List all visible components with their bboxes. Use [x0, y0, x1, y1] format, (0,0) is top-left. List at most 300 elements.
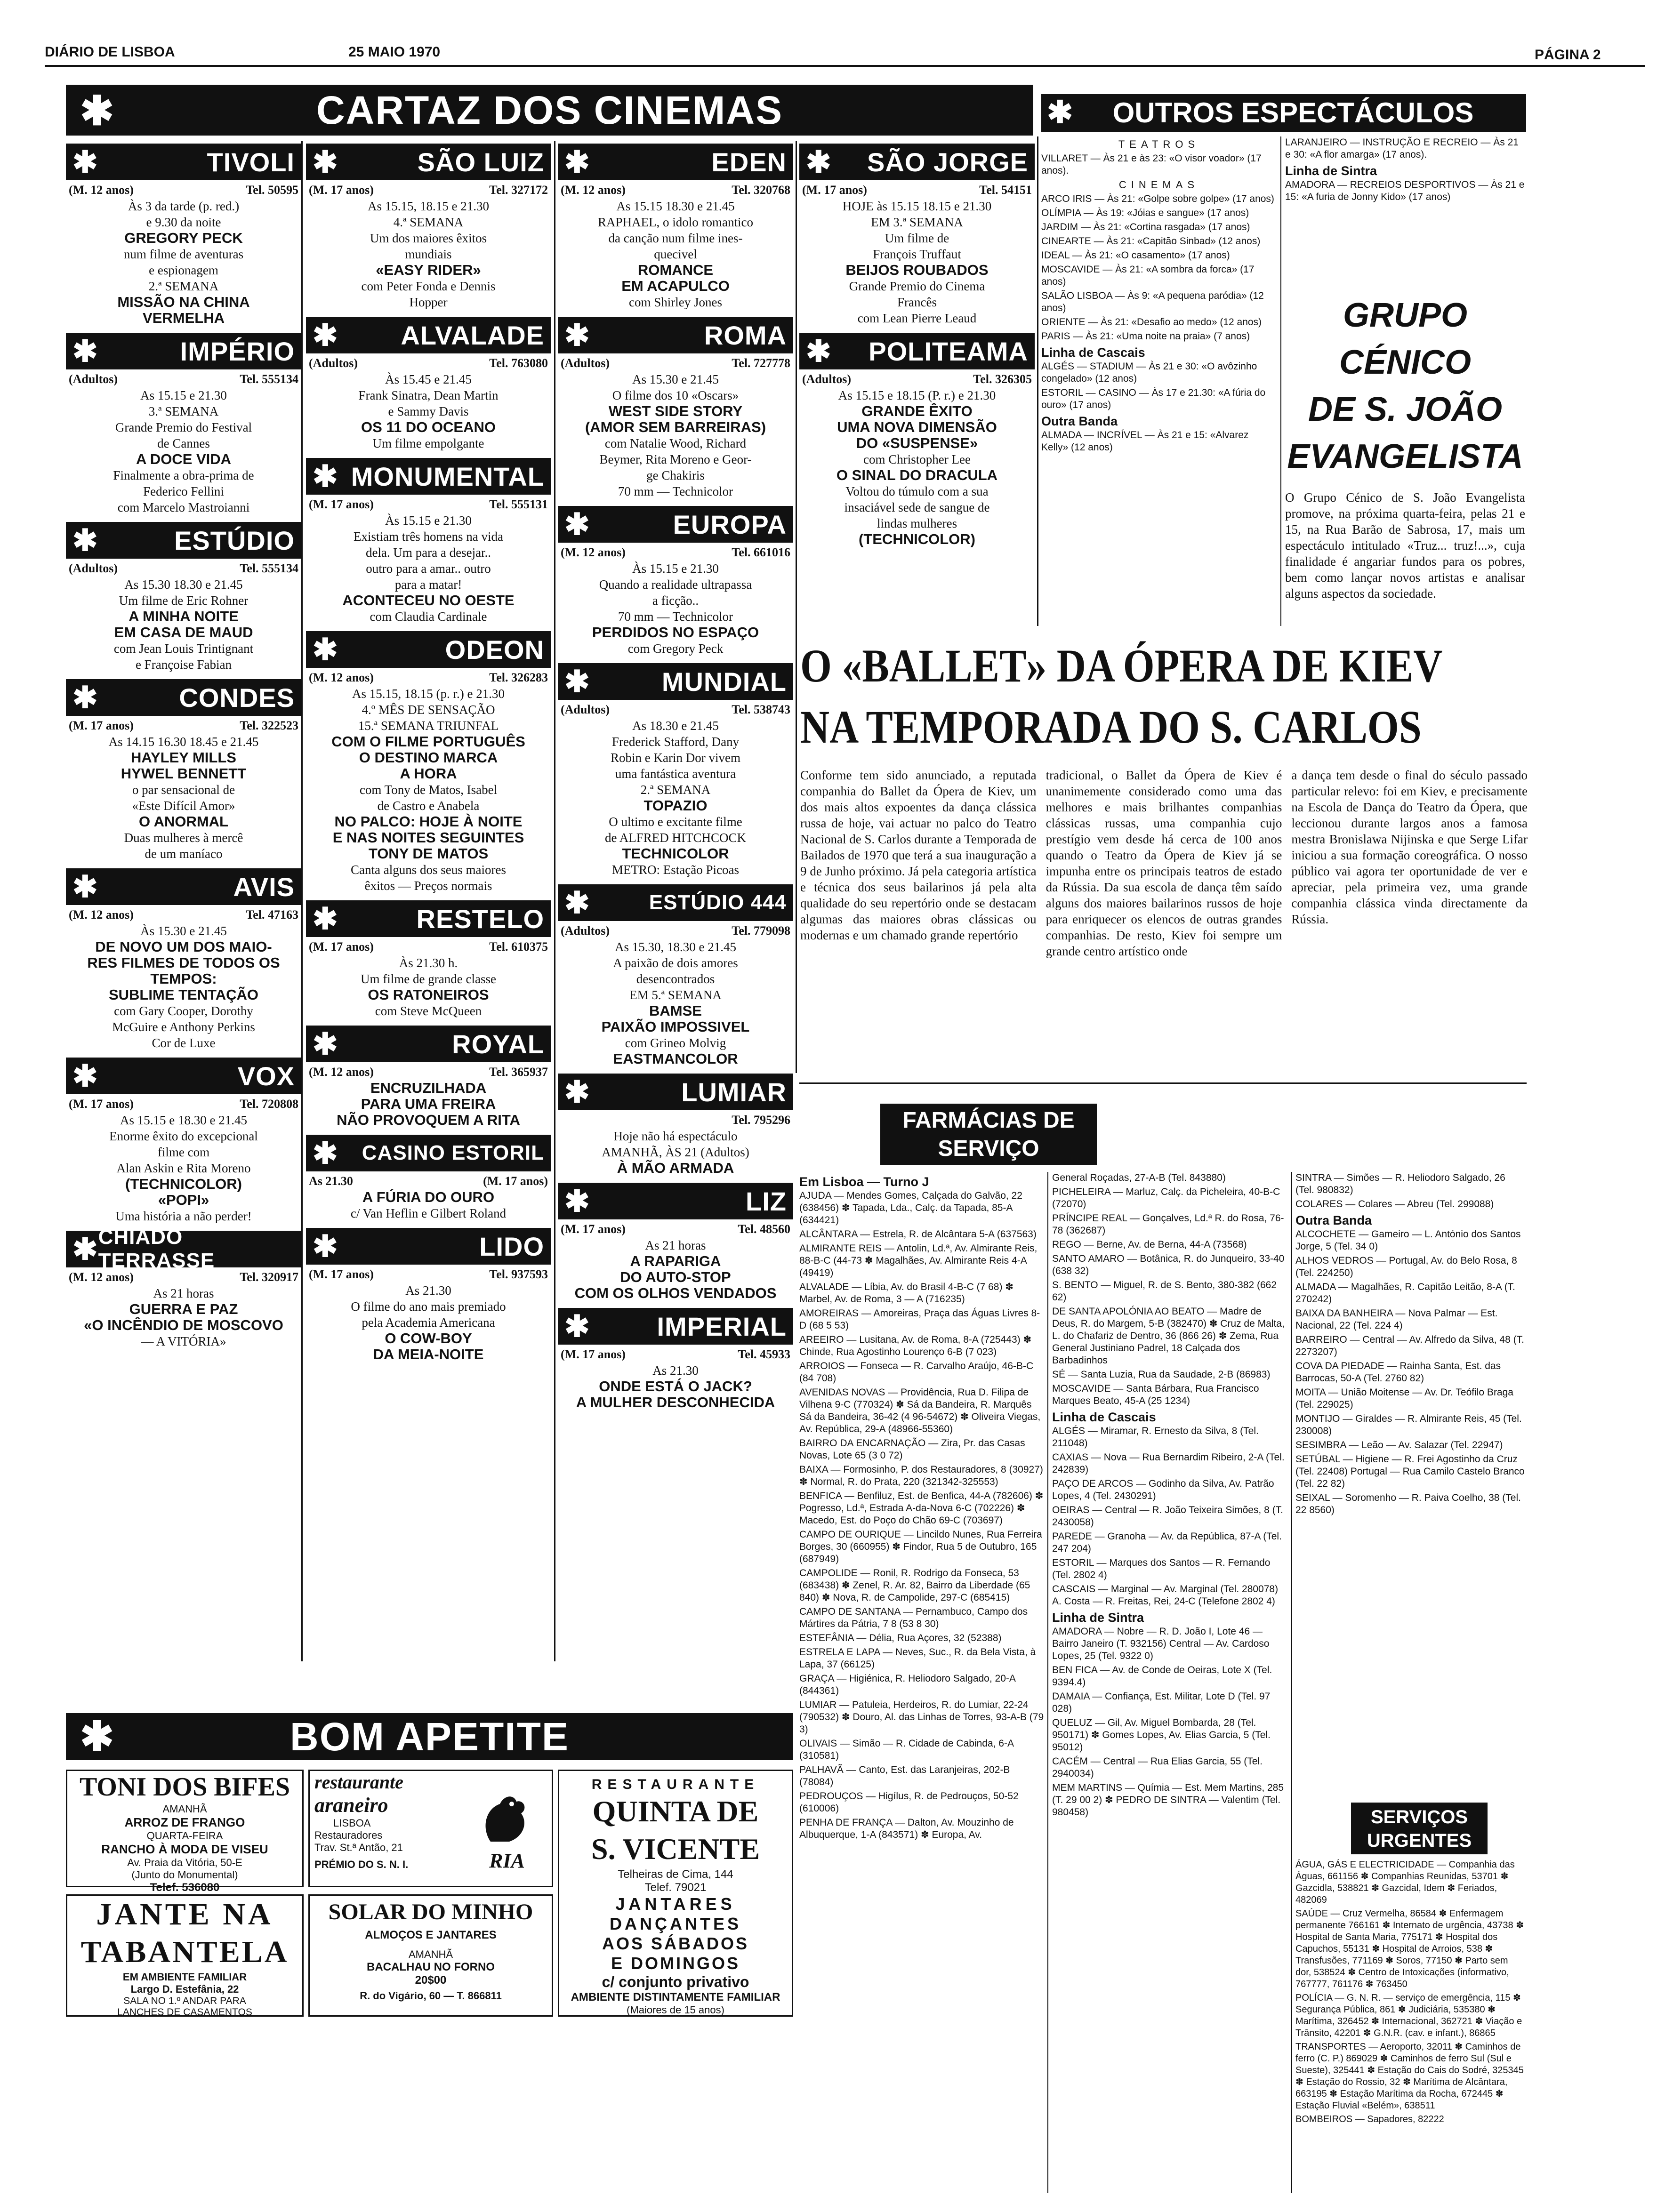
cinema-rating: (Adultos)	[309, 356, 358, 370]
cinema-meta	[69, 183, 298, 197]
cinema-line: 4.º MÊS DE SENSAÇÃO	[362, 703, 495, 717]
cinema-line: com Peter Fonda e Dennis	[361, 279, 496, 293]
pharmacy-entry: SÉ — Santa Luzia, Rua da Saudade, 2-B (86983)	[1052, 1369, 1271, 1380]
cinema-meta	[309, 1174, 548, 1188]
ballet-headline-2: NA TEMPORADA DO S. CARLOS	[800, 701, 1422, 753]
cinema-line: (TECHNICOLOR)	[859, 531, 975, 547]
pharmacy-entry: ALVALADE — Líbia, Av. do Brasil 4-B-C (7 68) ✽ Marbel, Av. de Roma, 3 — A (716235)	[799, 1282, 1014, 1305]
pharmacy-entry: OEIRAS — Central — R. João Teixeira Simões, 8 (T. 2430058)	[1052, 1505, 1283, 1528]
asterisk-icon: ✱	[1047, 95, 1073, 129]
cinema-line: Federico Fellini	[143, 484, 224, 498]
cinema-listing-lido	[306, 1228, 551, 1362]
listing-entry: SALÃO LISBOA — Às 9: «A pequena paródia» (12 anos)	[1041, 290, 1264, 313]
asterisk-icon: ✱	[313, 144, 338, 179]
asterisk-icon: ✱	[72, 1232, 98, 1266]
cinema-line: insaciável sede de sangue de	[844, 500, 990, 514]
cinema-listing-politeama	[799, 333, 1035, 547]
pharmacy-entry: ALHOS VEDROS — Portugal, Av. do Belo Rosa, 8 (Tel. 224250)	[1295, 1255, 1517, 1278]
outros-column-2	[1285, 136, 1525, 292]
pharmacy-entry: PENHA DE FRANÇA — Dalton, Av. Mouzinho de Albuquerque, 1-A (843571) ✽ Europa, Av.	[799, 1817, 1014, 1840]
pharmacy-entry: QUELUZ — Gil, Av. Miguel Bombarda, 28 (Tel. 950171) ✽ Gomes Lopes, Av. Elias Garcia, 5 (Tel. 95012)	[1052, 1717, 1271, 1753]
cinema-line: (AMOR SEM BARREIRAS)	[585, 419, 766, 435]
pharmacy-entry: AMADORA — Nobre — R. D. João I, Lote 46 — Bairro Janeiro (T. 932156) Central — Av. Cardoso Lopes, 25 (Tel. 9322 0)	[1052, 1626, 1270, 1661]
cinema-line: Existiam três homens na vida	[354, 529, 503, 544]
cinema-phone: (M. 17 anos)	[483, 1174, 548, 1188]
ad-ria	[308, 1770, 553, 1887]
cinema-line: ROMANCE	[637, 262, 714, 278]
cinema-meta	[561, 924, 790, 938]
cinema-line: lindas mulheres	[877, 516, 957, 530]
ad-quinta-l1: RESTAURANTE	[591, 1777, 760, 1792]
cinema-line: GRANDE ÊXITO	[861, 403, 973, 419]
cinema-line: A paixão de dois amores	[613, 956, 738, 970]
cinema-meta	[309, 497, 548, 512]
listing-entry: CINEARTE — Às 21: «Capitão Sinbad» (12 anos)	[1041, 236, 1261, 247]
pharmacy-entry: S. BENTO — Miguel, R. de S. Bento, 380-382 (662 62)	[1052, 1280, 1277, 1303]
section-title-sintra: Linha de Sintra	[1285, 164, 1377, 178]
ad-jante-title-1: JANTE NA	[96, 1897, 273, 1931]
cinema-listing-liz	[558, 1183, 793, 1301]
cinema-rating: (Adultos)	[802, 372, 852, 386]
asterisk-icon: ✱	[564, 144, 590, 179]
cinema-rating: (Adultos)	[69, 561, 118, 575]
asterisk-icon: ✱	[313, 1136, 338, 1170]
asterisk-icon: ✱	[564, 1184, 590, 1218]
ad-quinta-l10: (Maiores de 15 anos)	[627, 2004, 724, 2016]
service-entry: TRANSPORTES — Aeroporto, 32011 ✽ Caminhos de ferro (C. P.) 869029 ✽ Caminhos de ferro Sul (Sul e Sueste), 325441 ✽ Estação do Cais do Sodré, 325345 ✽ Estação do Rossio, 32 ✽ Marítima de Alcântara, 663195 ✽ Estação Marítima da Rocha, 672445 ✽ Estação Fluvial «Belém», 638511	[1295, 2042, 1524, 2111]
cinema-line: Enorme êxito do excepcional	[109, 1129, 258, 1143]
cinema-meta	[69, 561, 298, 576]
cinema-phone: Tel. 779098	[732, 924, 790, 938]
cinema-rating: (M. 17 anos)	[309, 183, 374, 197]
cinema-line: Às 15.45 e 21.45	[385, 372, 472, 386]
pharmacy-entry: COLARES — Colares — Abreu (Tel. 299088)	[1295, 1199, 1494, 1210]
cinema-line: EM CASA DE MAUD	[114, 624, 253, 641]
ballet-columns	[800, 767, 1528, 1068]
cinema-line: ACONTECEU NO OESTE	[342, 592, 515, 609]
cinema-line: A DOCE VIDA	[136, 451, 232, 467]
pharmacy-entry: AVENIDAS NOVAS — Providência, Rua D. Filipa de Vilhena 9-C (770324) ✽ Sá da Bandeira, R. Marquês Sá da Bandeira, 36-42 (4 96-54672) ✽ Oliveira Viegas, Av. República, 29-A (48966-55360)	[799, 1387, 1041, 1435]
cinema-rating: (M. 12 anos)	[561, 545, 626, 559]
cinema-phone: Tel. 48560	[738, 1222, 790, 1236]
cinema-line: de um maníaco	[145, 847, 223, 861]
cinema-meta	[69, 372, 298, 386]
cinema-line: e Sammy Davis	[388, 404, 469, 418]
banner-servicos-text: SERVIÇOS URGENTES	[1367, 1807, 1472, 1851]
ad-quinta-title-1: QUINTA DE	[592, 1795, 759, 1828]
pharmacy-entry: PALHAVÃ — Canto, Est. das Laranjeiras, 202-B (78084)	[799, 1764, 1010, 1787]
asterisk-icon: ✱	[564, 507, 590, 541]
cinema-line: DO «SUSPENSE»	[856, 435, 978, 451]
cinema-line: outro para a amar.. outro	[366, 561, 491, 576]
cinema-line: pela Academia Americana	[362, 1315, 495, 1330]
cinema-name: LIDO	[479, 1231, 544, 1261]
cinema-name-bar	[306, 144, 551, 180]
cinema-line: «Este Difícil Amor»	[132, 799, 235, 813]
banner-cinemas-text: CARTAZ DOS CINEMAS	[316, 88, 783, 132]
listing-entry: ALMADA — INCRÍVEL — Às 21 e 15: «Alvarez Kelly» (12 anos)	[1041, 430, 1249, 453]
cinema-line: com Gregory Peck	[627, 641, 724, 656]
cinema-name: MUNDIAL	[661, 666, 787, 697]
cinema-listing-imperial	[558, 1308, 793, 1411]
pharmacy-entry: CAMPO DE SANTANA — Pernambuco, Campo dos Mártires da Pátria, 7 8 (53 8 30)	[799, 1606, 1028, 1629]
servicos-list	[1295, 1859, 1526, 2198]
cinema-listing-europa	[558, 506, 793, 657]
cinema-rating: (M. 12 anos)	[69, 908, 134, 922]
cinema-line: com Claudia Cardinale	[370, 609, 487, 624]
cinema-line: BEIJOS ROUBADOS	[845, 262, 989, 278]
listing-entry: ARCO IRIS — Às 21: «Golpe sobre golpe» (17 anos)	[1041, 193, 1274, 204]
ad-solar-l2: AMANHÃ	[408, 1948, 453, 1960]
pharmacy-entry: ESTEFÂNIA — Délia, Rua Açores, 32 (52388)	[799, 1633, 1002, 1643]
asterisk-icon: ✱	[564, 885, 590, 920]
cinema-line: mundiais	[405, 247, 452, 261]
cinema-name-bar	[306, 1135, 551, 1171]
cinema-meta	[561, 1222, 790, 1236]
cinema-listing-odeon	[306, 631, 551, 894]
cinema-line: ENCRUZILHADA	[370, 1080, 487, 1096]
asterisk-icon: ✱	[564, 318, 590, 352]
ad-quinta-de-s-vicente	[558, 1770, 793, 2017]
cinema-line: num filme de aventuras	[123, 247, 244, 261]
ad-quinta-l6: AOS SÁBADOS	[602, 1934, 749, 1953]
cinema-phone: Tel. 555134	[240, 561, 298, 575]
cinema-line: ge Chakiris	[646, 468, 705, 482]
cinema-name: POLITEAMA	[869, 336, 1028, 366]
ad-quinta-l7: E DOMINGOS	[611, 1954, 740, 1973]
pharmacy-entry: GRAÇA — Higiénica, R. Heliodoro Salgado, 20-A (844361)	[799, 1673, 1015, 1696]
cinema-line: a ficção..	[652, 593, 699, 608]
cinema-line: 70 mm — Technicolor	[618, 609, 733, 624]
outros-column-1	[1041, 136, 1277, 626]
cinema-rating: (M. 17 anos)	[309, 1267, 374, 1281]
cinema-line: As 15.15 e 18.15 (P. r.) e 21.30	[838, 388, 996, 402]
ad-solar-do-minho	[308, 1894, 553, 2017]
cinema-listing-avis	[66, 868, 301, 1051]
cinema-meta	[561, 356, 790, 370]
cinema-line: NÃO PROVOQUEM A RITA	[337, 1112, 520, 1128]
cinema-line: Cor de Luxe	[152, 1036, 216, 1050]
cinema-line: A RAPARIGA	[630, 1253, 721, 1269]
cinema-line: (TECHNICOLOR)	[125, 1176, 242, 1192]
cinema-name-bar	[558, 1074, 793, 1110]
cinema-line: com Gary Cooper, Dorothy	[114, 1004, 253, 1018]
ad-jante-tabantela	[66, 1894, 304, 2017]
farmacias-column-2	[1052, 1172, 1287, 2198]
cinema-line: As 15.15 18.30 e 21.45	[616, 199, 735, 213]
cinema-line: As 15.30 e 21.45	[632, 372, 719, 386]
cinema-line: — A VITÓRIA»	[141, 1334, 226, 1348]
cinema-rating: As 21.30	[309, 1174, 353, 1188]
cinema-listing-monumental	[306, 458, 551, 625]
cinema-line: com Natalie Wood, Richard	[604, 436, 747, 450]
banner-bom-apetite	[66, 1713, 793, 1760]
pharmacy-entry: DAMAIA — Confiança, Est. Militar, Lote D (Tel. 97 028)	[1052, 1691, 1271, 1714]
cinema-line: Quando a realidade ultrapassa	[599, 577, 752, 592]
cinema-name-bar	[66, 868, 301, 905]
cinema-name: ODEON	[445, 634, 544, 665]
cinema-line: As 21.30	[405, 1283, 451, 1298]
cinema-listing-casino-estoril	[306, 1135, 551, 1221]
cinema-meta	[309, 356, 548, 370]
cinema-line: Grande Premio do Festival	[115, 420, 252, 434]
cinema-line: da canção num filme ines-	[608, 231, 743, 245]
cinema-line: TONY DE MATOS	[368, 845, 489, 862]
section-title-cinemas: CINEMAS	[1118, 179, 1199, 191]
cinema-line: «POPI»	[158, 1192, 209, 1208]
cinema-name-bar	[306, 458, 551, 495]
cinema-name: ALVALADE	[401, 320, 544, 350]
cinema-line: e 9.30 da noite	[146, 215, 221, 229]
grupo-title-3: EVANGELISTA	[1287, 438, 1523, 475]
cinema-rating: (Adultos)	[69, 372, 118, 386]
cinema-phone: Tel. 326305	[973, 372, 1032, 386]
cinema-phone: Tel. 320768	[732, 183, 790, 197]
cinema-meta	[802, 372, 1032, 386]
cinema-name: SÃO LUIZ	[417, 147, 544, 177]
cinema-listing-vox	[66, 1058, 301, 1224]
cinema-meta	[309, 183, 548, 197]
cinema-rating: (M. 17 anos)	[802, 183, 867, 197]
ad-jante-l1: EM AMBIENTE FAMILIAR	[122, 1971, 247, 1983]
pharmacy-entry: MONTIJO — Giraldes — R. Almirante Reis, 45 (Tel. 230008)	[1295, 1413, 1522, 1436]
column-rule	[554, 141, 555, 1661]
cinema-line: 15.ª SEMANA TRIUNFAL	[358, 719, 499, 733]
cinema-line: 4.ª SEMANA	[393, 215, 464, 229]
listing-entry: ORIENTE — Às 21: «Desafio ao medo» (12 anos)	[1041, 317, 1262, 328]
cinema-listing-eden	[558, 144, 793, 310]
asterisk-icon: ✱	[806, 334, 832, 368]
ad-solar-l1: ALMOÇOS E JANTARES	[365, 1929, 497, 1941]
cinema-name-bar	[558, 1183, 793, 1219]
cinema-name: IMPERIAL	[657, 1311, 787, 1341]
cinema-line: filme com	[157, 1145, 210, 1159]
cinema-name-bar	[306, 631, 551, 668]
pharmacy-entry: BENFICA — Benfiluz, Est. de Benfica, 44-A (782606) ✽ Pogresso, Ld.ª, Estrada A-da-Nova 6-C (702226) ✽ Macedo, Est. do Poço do Chão 69-C (703697)	[799, 1491, 1044, 1526]
cinema-line: PAIXÃO IMPOSSIVEL	[601, 1018, 750, 1035]
cinema-line: Um filme de	[885, 231, 949, 245]
cinema-line: 2.ª SEMANA	[148, 279, 219, 293]
cinema-line: com Grineo Molvig	[625, 1036, 726, 1050]
cinema-line: As 21.30	[652, 1363, 699, 1378]
cinema-name-bar	[306, 1228, 551, 1265]
cinema-line: «EASY RIDER»	[376, 262, 481, 278]
pharmacy-entry: OLIVAIS — Simão — R. Cidade de Cabinda, 6-A (310581)	[799, 1738, 1014, 1761]
cinema-name-bar	[799, 333, 1035, 369]
cinema-phone: Tel. 47163	[246, 908, 298, 922]
pharmacy-entry: ESTRELA E LAPA — Neves, Suc., R. da Bela Vista, à Lapa, 37 (66125)	[799, 1647, 1036, 1670]
column-rule	[796, 141, 797, 1073]
pharmacy-entry: CAMPO DE OURIQUE — Lincildo Nunes, Rua Ferreira Borges, 30 (660955) ✽ Findor, Rua 5 de Outubro, 165 (687949)	[799, 1529, 1042, 1564]
pharmacy-entry: General Roçadas, 27-A-B (Tel. 843880)	[1052, 1172, 1226, 1183]
cinema-name: CASINO ESTORIL	[362, 1141, 544, 1164]
pharmacy-entry: ALMADA — Magalhães, R. Capitão Leitão, 8-A (T. 270242)	[1295, 1282, 1515, 1305]
ballet-col-1: Conforme tem sido anunciado, a reputada companhia do Ballet da Ópera de Kiev, um dos mais altos expoentes da dança clássica russa de hoje, vai actuar no palco do Teatro Nacional de S. Carlos durante a Temporada de Bailados de 1970 que terá a sua inauguração a 9 de Junho próximo. Já pela categoria artística e técnica dos seus bailarinos já pela alta qualidade do seu repertório onde se destacam algumas das maiores obras clássicas ou modernas e um chamado grande repertório	[800, 768, 1037, 942]
cinema-listing-roma	[558, 317, 793, 499]
ad-solar-title: SOLAR DO MINHO	[328, 1899, 533, 1924]
cinema-rating: (M. 12 anos)	[69, 183, 134, 197]
pharmacy-entry: SINTRA — Simões — R. Heliodoro Salgado, 26 (Tel. 980832)	[1295, 1172, 1505, 1195]
ballet-article	[800, 635, 1528, 1082]
cinema-line: Um filme empolgante	[372, 436, 484, 450]
cinema-rating: (M. 17 anos)	[309, 940, 374, 954]
cinema-line: com Lean Pierre Leaud	[857, 311, 977, 325]
pharmacy-entry: CASCAIS — Marginal — Av. Marginal (Tel. 280078) A. Costa — R. Freitas, Rei, 24-C (Telefone 2802 4)	[1052, 1584, 1279, 1607]
cinema-line: RES FILMES DE TODOS OS	[87, 954, 280, 971]
cinema-line: MISSÃO NA CHINA	[117, 294, 250, 310]
listing-entry: OLÍMPIA — Às 19: «Jóias e sangue» (17 anos)	[1041, 208, 1249, 218]
header-rule	[45, 65, 1645, 67]
cinema-line: As 14.15 16.30 18.45 e 21.45	[108, 735, 259, 749]
grupo-title-1: GRUPO CÉNICO	[1339, 297, 1472, 381]
farmacias-column-1	[799, 1172, 1044, 2198]
cinema-listing-est-dio	[66, 522, 301, 673]
cinema-line: As 15.30 18.30 e 21.45	[124, 577, 243, 592]
asterisk-icon: ✱	[72, 523, 98, 557]
cinema-name-bar	[66, 522, 301, 559]
section-title-outra-banda: Outra Banda	[1295, 1213, 1372, 1227]
cinema-line: OS 11 DO OCEANO	[361, 419, 496, 435]
cinema-line: O COW-BOY	[385, 1330, 472, 1346]
cinema-line: HAYLEY MILLS	[131, 749, 236, 766]
cinema-line: As 15.30, 18.30 e 21.45	[615, 940, 736, 954]
cinema-line: OS RATONEIROS	[368, 986, 489, 1003]
ad-toni-title: TONI DOS BIFES	[79, 1772, 290, 1802]
cinema-phone: Tel. 45933	[738, 1347, 790, 1361]
cinema-name: EDEN	[711, 147, 787, 177]
cinema-listing-alvalade	[306, 317, 551, 451]
cinema-rating: (M. 17 anos)	[309, 497, 374, 511]
asterisk-icon: ✱	[313, 1229, 338, 1263]
cinema-phone: Tel. 326283	[489, 671, 548, 684]
pharmacy-entry: BAIXA DA BANHEIRA — Nova Palmar — Est. Nacional, 22 (Tel. 224 4)	[1295, 1308, 1498, 1331]
cinema-meta	[69, 719, 298, 733]
service-entry: ÁGUA, GÁS E ELECTRICIDADE — Companhia das Águas, 661156 ✽ Companhias Reunidas, 53701 ✽ Gazcidla, 538821 ✽ Gazcidal, Idem ✽ Feriados, 482069	[1295, 1859, 1515, 1905]
pharmacy-entry: BEN FICA — Av. de Conde de Oeiras, Lote X (Tel. 9394.4)	[1052, 1665, 1272, 1688]
ad-toni-l3: QUARTA-FEIRA	[146, 1830, 223, 1842]
cinema-line: uma fantástica aventura	[615, 767, 736, 781]
cinema-line: Francês	[897, 295, 937, 309]
cinema-listing-est-dio-444	[558, 884, 793, 1067]
cinema-line: Um filme de Eric Rohner	[119, 593, 249, 608]
cinema-line: As 15.15, 18.15 e 21.30	[368, 199, 489, 213]
ad-jante-title-2: TABANTELA	[80, 1935, 289, 1969]
cinema-line: «O INCÊNDIO DE MOSCOVO	[84, 1317, 283, 1333]
cinema-rating: (Adultos)	[561, 924, 610, 938]
section-title-sintra: Linha de Sintra	[1052, 1611, 1144, 1625]
cinema-line: Grande Premio do Cinema	[849, 279, 985, 293]
banner-outros-text: OUTROS ESPECTÁCULOS	[1112, 97, 1474, 128]
pharmacy-entry: ESTORIL — Marques dos Santos — R. Fernando (Tel. 2802 4)	[1052, 1557, 1271, 1580]
asterisk-icon: ✱	[564, 1074, 590, 1109]
ballet-col-3: a dança tem desde o final do século passado particular relevo: foi em Kiev, e precisamente na Escola de Dança do Teatro da Ópera, que leccionou durante largos anos a famosa mestra Bronislawa Nijinska e que Serge Lifar iniciou a sua formação coreográfica. O nosso público vai agora ter oportunidade de ver e apreciar, pela primeira vez, uma grande companhia clássica vinda directamente da Rússia.	[1291, 768, 1528, 926]
cinema-phone: Tel. 727778	[732, 356, 790, 370]
column-rule	[1047, 1172, 1048, 2193]
asterisk-icon: ✱	[72, 144, 98, 179]
asterisk-icon: ✱	[72, 869, 98, 904]
cinema-line: À MÃO ARMADA	[617, 1160, 734, 1176]
ad-jante-l4: LANCHES DE CASAMENTOS	[117, 2007, 252, 2018]
asterisk-icon: ✱	[313, 632, 338, 666]
cinema-name-bar	[66, 1058, 301, 1094]
cinema-line: COM OS OLHOS VENDADOS	[574, 1285, 777, 1301]
cinema-line: O DESTINO MARCA	[359, 749, 498, 766]
cinema-line: Finalmente a obra-prima de	[113, 468, 254, 482]
cinema-line: A FÚRIA DO OURO	[362, 1189, 495, 1205]
cinema-line: 2.ª SEMANA	[640, 783, 711, 797]
cinema-line: com Tony de Matos, Isabel	[359, 783, 498, 797]
cinema-meta	[69, 1097, 298, 1111]
cinema-line: TOPAZIO	[643, 797, 708, 814]
pharmacy-entry: PRÍNCIPE REAL — Gonçalves, Ld.ª R. do Rosa, 76-78 (362687)	[1052, 1213, 1284, 1236]
pharmacy-entry: PAREDE — Granoha — Av. da República, 87-A (Tel. 247 204)	[1052, 1531, 1282, 1554]
cinema-name: IMPÉRIO	[180, 336, 295, 366]
asterisk-icon: ✱	[72, 334, 98, 368]
cinema-phone: Tel. 327172	[489, 183, 548, 197]
cinema-line: Frank Sinatra, Dean Martin	[358, 388, 499, 402]
cinema-rating: (Adultos)	[561, 356, 610, 370]
cinema-phone: Tel. 54151	[979, 183, 1032, 197]
cinema-phone: Tel. 555131	[489, 497, 548, 511]
cinema-line: Frederick Stafford, Dany	[611, 735, 740, 749]
cinema-name-bar	[306, 900, 551, 937]
cinema-line: HYWEL BENNETT	[121, 765, 247, 782]
cinema-line: e espionagem	[149, 263, 218, 277]
cinema-name: ESTÚDIO 444	[649, 891, 787, 914]
cinema-name-bar	[558, 663, 793, 700]
cinema-phone: Tel. 937593	[489, 1267, 548, 1281]
ad-toni-l5: Av. Praia da Vitória, 50-E	[127, 1857, 242, 1868]
service-entry: BOMBEIROS — Sapadores, 82222	[1295, 2114, 1444, 2124]
pharmacy-entry: SEIXAL — Soromenho — R. Paiva Coelho, 38 (Tel. 22 8560)	[1295, 1492, 1521, 1515]
ad-toni-l1: AMANHÃ	[162, 1803, 207, 1815]
cinema-name: TIVOLI	[207, 147, 295, 177]
cinema-name-bar	[799, 144, 1035, 180]
cinema-name: MONUMENTAL	[351, 461, 544, 491]
listing-entry: JARDIM — Às 21: «Cortina rasgada» (17 anos)	[1041, 222, 1250, 232]
pharmacy-entry: ALGÉS — Miramar, R. Ernesto da Silva, 8 (Tel. 211048)	[1052, 1426, 1259, 1449]
cinema-line: êxitos — Preços normais	[364, 879, 492, 893]
cinema-name: ROMA	[704, 320, 787, 350]
cinema-name-bar	[66, 679, 301, 716]
pharmacy-entry: AMOREIRAS — Amoreiras, Praça das Águas Livres 8-D (68 5 53)	[799, 1308, 1040, 1331]
cinema-line: METRO: Estação Picoas	[612, 863, 739, 877]
cinema-phone: Tel. 50595	[246, 183, 298, 197]
cinema-line: DA MEIA-NOITE	[373, 1346, 484, 1362]
cinema-meta	[561, 545, 790, 560]
cinema-listing-s-o-jorge	[799, 144, 1035, 326]
column-rule	[1280, 136, 1281, 626]
cinema-line: A MINHA NOITE	[129, 608, 239, 625]
cinema-name: SÃO JORGE	[867, 147, 1028, 177]
cinema-line: EM 3.ª SEMANA	[871, 215, 963, 229]
cinema-meta	[69, 908, 298, 922]
ad-jante-l3: SALA NO 1.º ANDAR PARA	[123, 1996, 246, 2006]
cinema-name-bar	[558, 317, 793, 353]
pharmacy-entry: PAÇO DE ARCOS — Godinho da Silva, Av. Patrão Lopes, 4 (Tel. 2430291)	[1052, 1478, 1274, 1501]
cinema-line: DE NOVO UM DOS MAIO-	[95, 938, 272, 955]
pharmacy-entry: COVA DA PIEDADE — Rainha Santa, Est. das Barrocas, 50-A (Tel. 2760 82)	[1295, 1361, 1501, 1384]
pharmacy-entry: PEDROUÇOS — Higílus, R. de Pedrouços, 50-52 (610006)	[799, 1791, 1019, 1814]
listing-entry: ESTORIL — CASINO — Às 17 e 21.30: «A fúria do ouro» (17 anos)	[1041, 387, 1266, 410]
cinema-name: CHIADO TERRASSE	[98, 1226, 215, 1272]
pharmacy-entry: MEM MARTINS — Químia — Est. Mem Martins, 285 (T. 29 00 2) ✽ PEDRO DE SINTRA — Valentim (Tel. 980458)	[1052, 1782, 1284, 1818]
cinema-line: desencontrados	[636, 972, 715, 986]
ad-solar-l4: 20$00	[415, 1974, 447, 1987]
cinema-listing-imp-rio	[66, 333, 301, 515]
pharmacy-entry: CACÉM — Central — Rua Elias Garcia, 55 (Tel. 2940034)	[1052, 1756, 1263, 1779]
cinema-rating: (Adultos)	[561, 703, 610, 716]
